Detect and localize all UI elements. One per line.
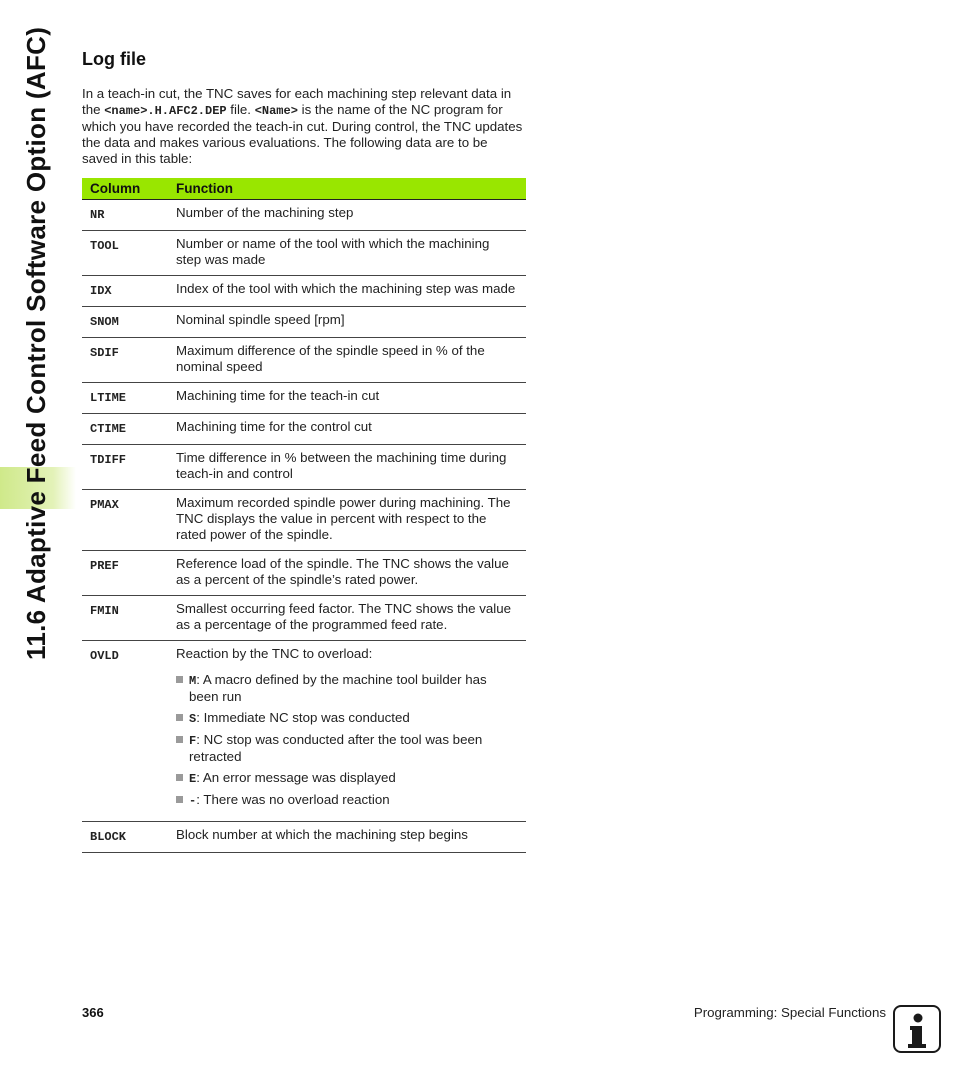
table-row	[82, 445, 526, 490]
header-function: Function	[168, 178, 526, 200]
table-row	[82, 822, 526, 853]
table-row	[82, 307, 526, 338]
row-function: Index of the tool with which the machining step was made	[168, 276, 526, 307]
bullet-square-icon	[176, 774, 183, 781]
bullet-square-icon	[176, 796, 183, 803]
table-row	[82, 596, 526, 641]
table-row	[82, 383, 526, 414]
row-function: Reaction by the TNC to overload:	[176, 646, 373, 661]
option-text: : An error message was displayed	[196, 770, 396, 785]
footer-chapter-title: Programming: Special Functions	[693, 1005, 886, 1020]
overload-options-list	[176, 672, 518, 809]
row-function: Maximum recorded spindle power during machining. The TNC displays the value in percent with respect to the rated power of the spindle.	[168, 490, 526, 551]
list-item	[176, 672, 518, 705]
option-key: F	[189, 734, 197, 748]
page-number: 366	[82, 1005, 104, 1020]
row-column-name: LTIME	[82, 383, 168, 414]
intro-code-filename: <name>.H.AFC2.DEP	[104, 104, 227, 118]
row-column-name: FMIN	[82, 596, 168, 641]
table-row	[82, 551, 526, 596]
row-function: Machining time for the teach-in cut	[168, 383, 526, 414]
list-item	[176, 792, 518, 809]
intro-code-name: <Name>	[254, 104, 298, 118]
row-column-name: PREF	[82, 551, 168, 596]
row-function: Maximum difference of the spindle speed in % of the nominal speed	[168, 338, 526, 383]
option-key: -	[189, 794, 197, 808]
row-column-name: PMAX	[82, 490, 168, 551]
row-function: Number or name of the tool with which the machining step was made	[168, 231, 526, 276]
row-column-name: BLOCK	[82, 822, 168, 853]
list-item	[176, 732, 518, 765]
table-row	[82, 200, 526, 231]
row-function: Number of the machining step	[168, 200, 526, 231]
row-column-name: SDIF	[82, 338, 168, 383]
row-column-name: TOOL	[82, 231, 168, 276]
option-text: : A macro defined by the machine tool builder has been run	[189, 672, 487, 704]
bullet-square-icon	[176, 714, 183, 721]
option-text: : Immediate NC stop was conducted	[196, 710, 410, 725]
option-key: S	[189, 712, 197, 726]
table-row	[82, 490, 526, 551]
intro-text-2: file.	[226, 102, 255, 117]
option-key: E	[189, 772, 197, 786]
row-column-name: NR	[82, 200, 168, 231]
table-row	[82, 276, 526, 307]
row-column-name: CTIME	[82, 414, 168, 445]
row-function: Reference load of the spindle. The TNC shows the value as a percent of the spindle’s rated power.	[168, 551, 526, 596]
log-file-table	[82, 178, 526, 853]
table-row	[82, 641, 526, 822]
option-text: : There was no overload reaction	[196, 792, 390, 807]
table-row	[82, 414, 526, 445]
sidebar-section-title: 11.6 Adaptive Feed Control Software Option (AFC)	[21, 26, 51, 660]
bullet-square-icon	[176, 676, 183, 683]
table-row	[82, 338, 526, 383]
bullet-square-icon	[176, 736, 183, 743]
option-text: : NC stop was conducted after the tool was been retracted	[189, 732, 483, 764]
section-heading: Log file	[82, 49, 146, 69]
table-header-row	[82, 178, 526, 200]
row-column-name: TDIFF	[82, 445, 168, 490]
row-column-name: IDX	[82, 276, 168, 307]
intro-text-1: In a teach-in cut, the TNC saves for each machining step relevant data in the	[82, 86, 512, 117]
header-column: Column	[82, 178, 168, 200]
list-item	[176, 770, 518, 787]
row-function: Block number at which the machining step begins	[168, 822, 526, 853]
intro-text-3: is the name of the NC program for which you have recorded the teach-in cut. During control, the TNC updates the data and makes various evaluations. The following data are to be saved in this table:	[82, 102, 523, 166]
intro-paragraph	[82, 86, 526, 167]
row-function: Smallest occurring feed factor. The TNC shows the value as a percentage of the programmed feed rate.	[168, 596, 526, 641]
row-column-name: OVLD	[82, 641, 168, 822]
row-column-name: SNOM	[82, 307, 168, 338]
table-row	[82, 231, 526, 276]
row-function: Machining time for the control cut	[168, 414, 526, 445]
row-function-cell	[168, 641, 526, 822]
row-function: Time difference in % between the machining time during teach-in and control	[168, 445, 526, 490]
option-key: M	[189, 674, 197, 688]
list-item	[176, 710, 518, 727]
row-function: Nominal spindle speed [rpm]	[168, 307, 526, 338]
info-icon	[893, 1005, 941, 1053]
